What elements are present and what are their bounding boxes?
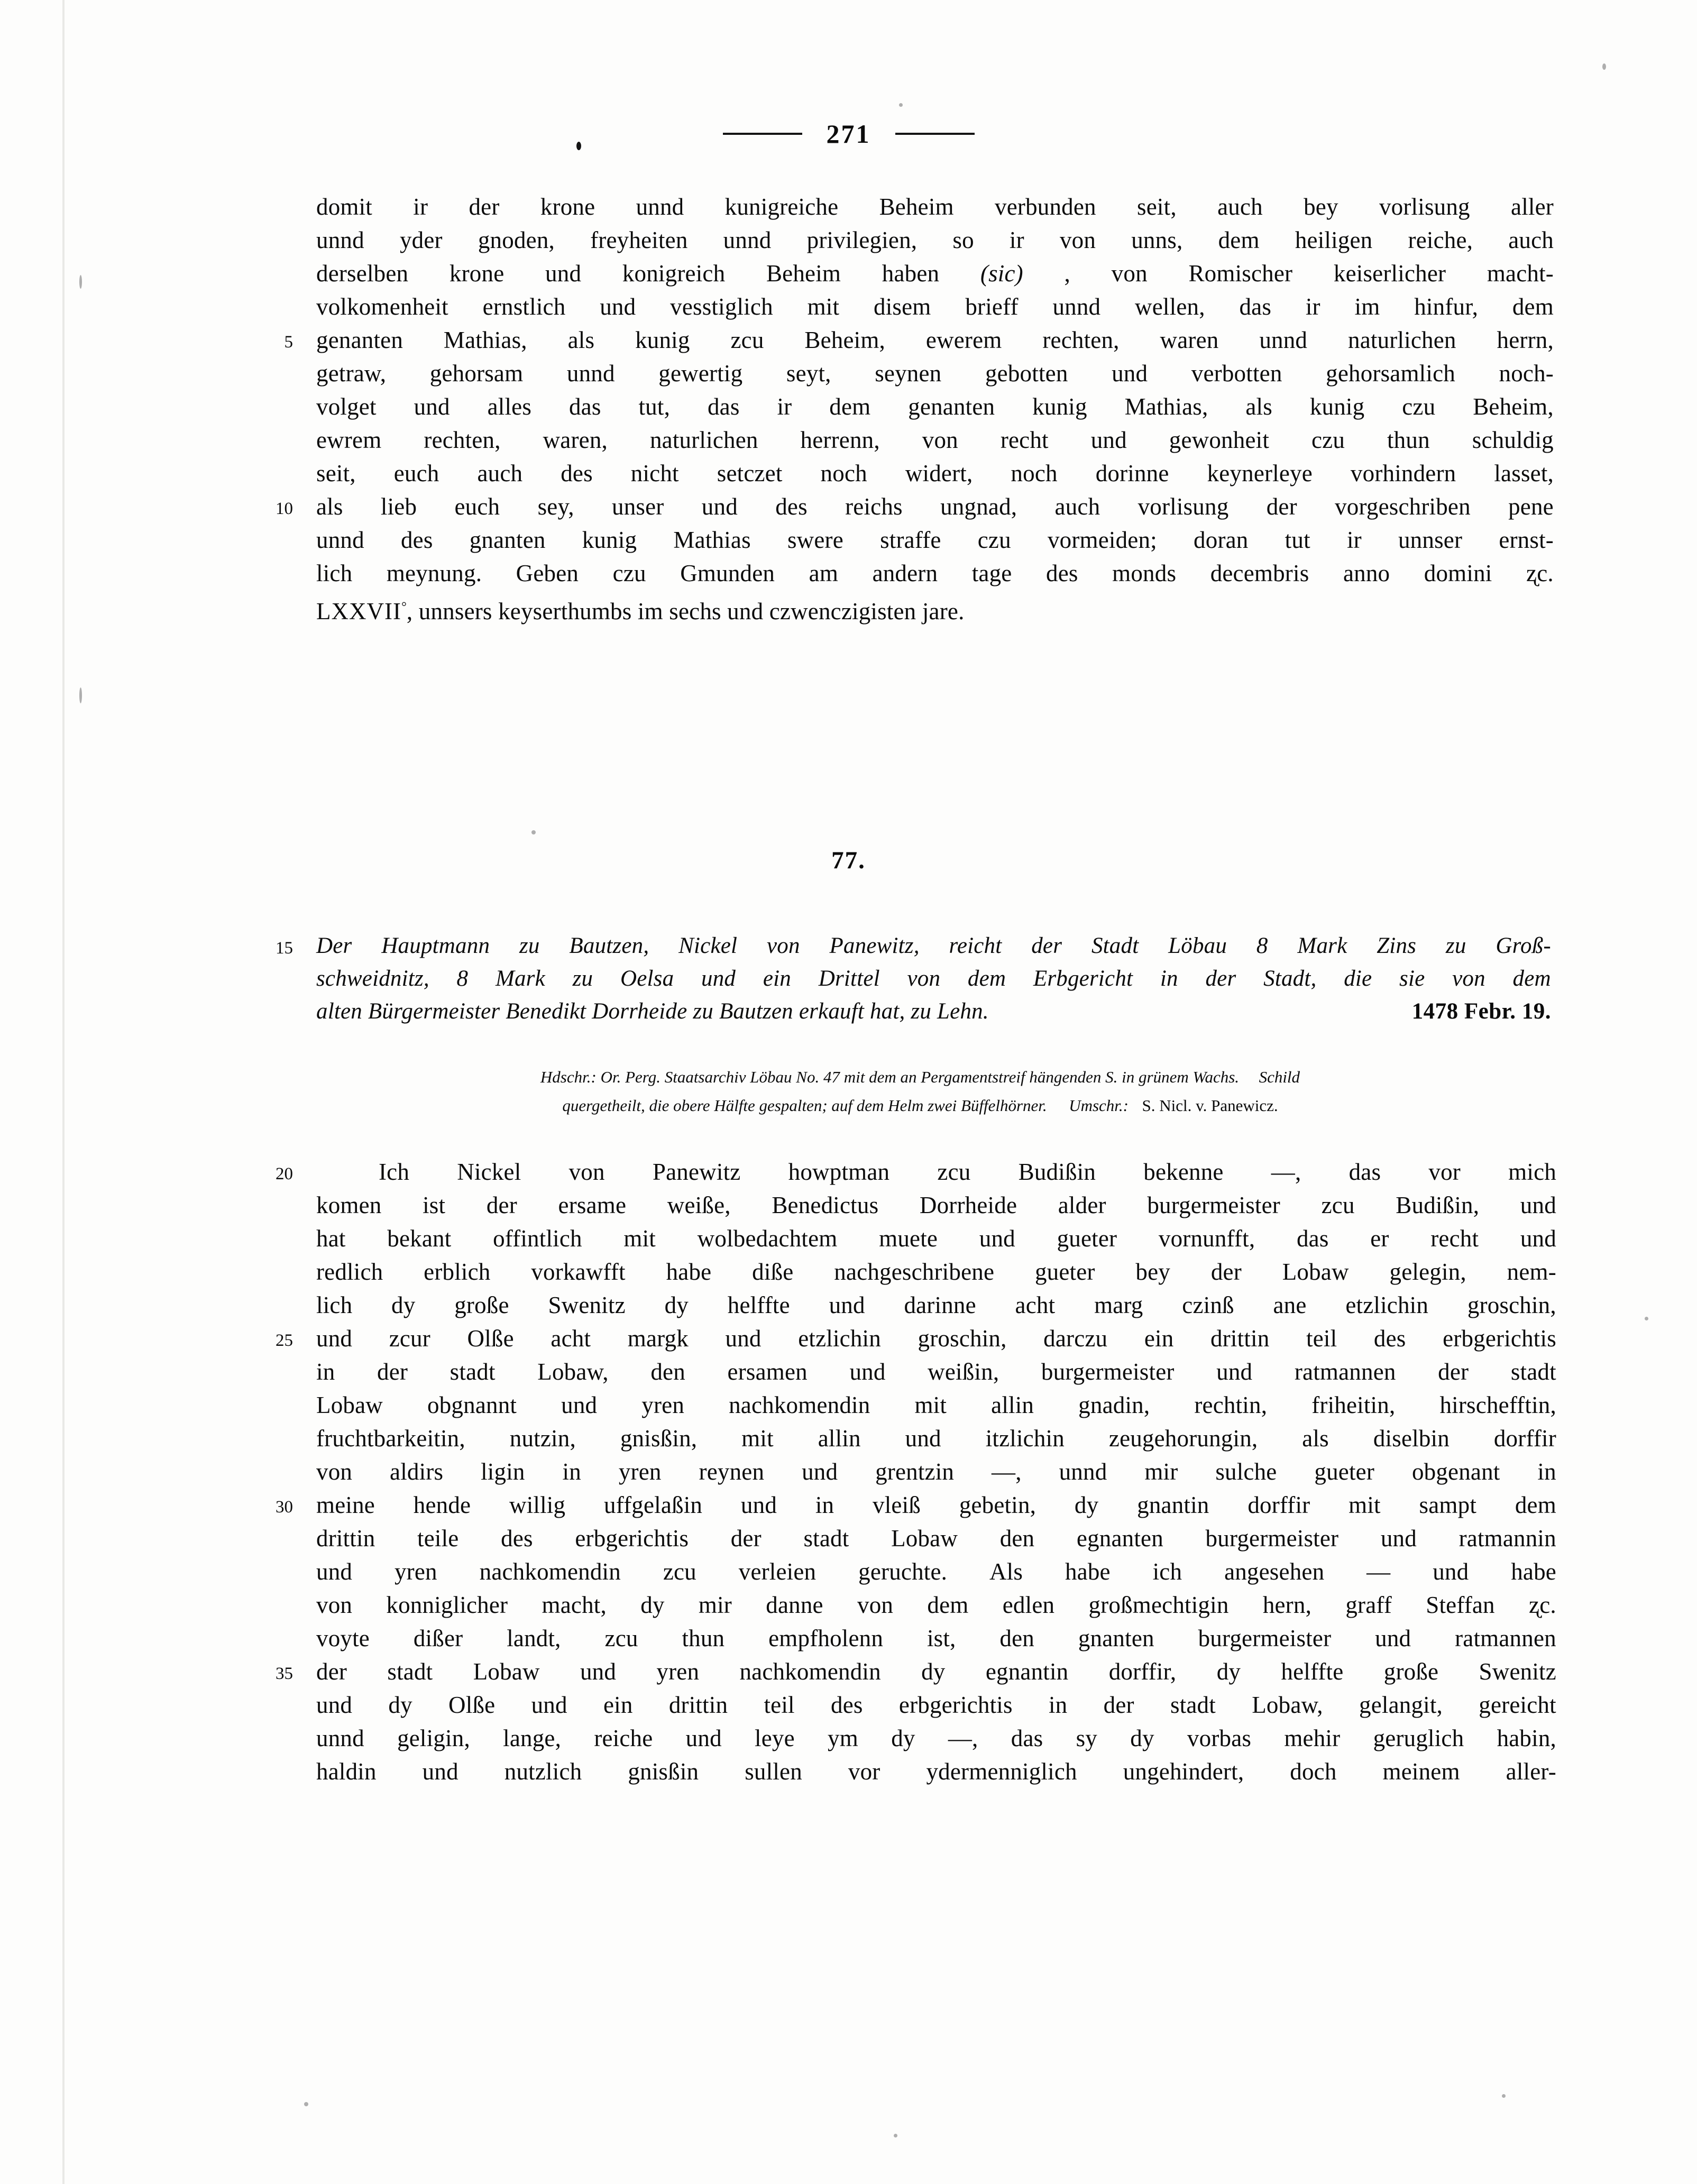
text-line	[254, 190, 1555, 224]
document-77-body	[254, 1155, 1555, 1788]
page-number: 271	[826, 119, 871, 149]
superscript-degree: °	[401, 600, 407, 614]
line-text: hat bekant offintlich mit wolbedachtem muete und gueter vornunfft, das er recht und	[316, 1225, 1556, 1252]
scan-speck	[1645, 1317, 1648, 1320]
text-line	[254, 1189, 1555, 1222]
text-line	[254, 1755, 1555, 1788]
scan-speck	[899, 103, 903, 107]
head-rule-right	[895, 133, 975, 135]
text-line	[254, 1389, 1555, 1422]
line-text: und dy Olße und ein drittin teil des erbgerichtis in der stadt Lobaw, gelangit, gereicht	[316, 1692, 1556, 1718]
text-line	[254, 590, 1555, 623]
page-right-edge-shadow	[1653, 0, 1655, 2184]
text-line	[254, 1555, 1555, 1589]
text-line	[254, 1722, 1555, 1755]
text-line	[254, 1255, 1555, 1289]
source-note-label-umschr: Umschr.:	[1069, 1096, 1129, 1115]
line-text: komen ist der ersame weiße, Benedictus Dorrheide alder burgermeister zcu Budißin, und	[316, 1192, 1556, 1218]
line-text: von aldirs ligin in yren reynen und grentzin —, unnd mir sulche gueter obgenant in	[316, 1458, 1556, 1485]
line-text: fruchtbarkeitin, nutzin, gnisßin, mit allin und itzlichin zeugehorungin, als diselbin dorffir	[316, 1425, 1556, 1452]
scan-speck	[1602, 63, 1606, 70]
text-line	[254, 1289, 1555, 1322]
source-note-text-c: quergetheilt, die obere Hälfte gespalten; auf dem Helm zwei Büffelhörner.	[562, 1096, 1047, 1115]
regest-line	[254, 930, 1555, 962]
regest-line	[254, 995, 1555, 1028]
line-number: 35	[276, 1664, 293, 1683]
source-note-line-2	[317, 1091, 1523, 1120]
text-line	[254, 524, 1555, 557]
line-text: meine hende willig uffgelaßin und in vleiß gebetin, dy gnantin dorffir mit sampt dem	[316, 1492, 1556, 1518]
text-line	[254, 457, 1555, 490]
text-line	[254, 1322, 1555, 1355]
line-number: 30	[276, 1498, 293, 1517]
line-text: domit ir der krone unnd kunigreiche Beheim verbunden seit, auch bey vorlisung aller	[316, 194, 1554, 220]
head-rule-left	[723, 133, 802, 135]
line-text: und yren nachkomendin zcu verleien geruchte. Als habe ich angesehen — und habe	[316, 1558, 1556, 1585]
line-number: 5	[284, 333, 293, 352]
line-text: Der Hauptmann zu Bautzen, Nickel von Panewitz, reicht der Stadt Löbau 8 Mark Zins zu Groß-	[316, 933, 1551, 958]
document-77-regest	[254, 930, 1555, 1028]
line-text: derselben krone und konigreich Beheim haben (sic) , von Romischer keiserlicher macht-	[316, 260, 1554, 287]
line-number: 15	[276, 939, 293, 958]
line-text: unnd des gnanten kunig Mathias swere straffe czu vormeiden; doran tut ir unnser ernst-	[316, 527, 1554, 553]
line-text: Lobaw obgnannt und yren nachkomendin mit allin gnadin, rechtin, friheitin, hirschefftin,	[316, 1392, 1556, 1418]
text-line	[254, 1655, 1555, 1689]
text-line	[254, 1522, 1555, 1555]
line-text: volget und alles das tut, das ir dem genanten kunig Mathias, als kunig czu Beheim,	[316, 393, 1554, 420]
line-text: redlich erblich vorkawfft habe diße nachgeschribene gueter bey der Lobaw gelegin, nem-	[316, 1259, 1556, 1285]
text-line	[254, 224, 1555, 257]
text-line	[254, 357, 1555, 390]
line-text: von konniglicher macht, dy mir danne von dem edlen großmechtigin hern, graff Steffan ʐc.	[316, 1592, 1556, 1618]
text-line	[254, 490, 1555, 524]
line-text: und zcur Olße acht margk und etzlichin groschin, darczu ein drittin teil des erbgerichtis	[316, 1325, 1556, 1352]
text-line	[254, 1155, 1555, 1189]
scan-speck	[79, 687, 82, 703]
line-text: lich dy große Swenitz dy helffte und darinne acht marg czinß ane etzlichin groschin,	[316, 1292, 1556, 1318]
line-text	[316, 590, 1555, 628]
line-text: genanten Mathias, als kunig zcu Beheim, ewerem rechten, waren unnd naturlichen herrn,	[316, 327, 1554, 353]
line-text: ewrem rechten, waren, naturlichen herrenn, von recht und gewonheit czu thun schuldig	[316, 427, 1554, 453]
roman-numeral-year: LXXVII	[316, 598, 401, 625]
text-line	[254, 324, 1555, 357]
charter-date: 1478 Febr. 19.	[1411, 999, 1551, 1024]
line-text: unnd geligin, lange, reiche und leye ym dy —, das sy dy vorbas mehir geruglich habin,	[316, 1725, 1556, 1751]
document-number-heading: 77.	[831, 847, 866, 874]
source-note-text-a: Hdschr.: Or. Perg. Staatsarchiv Löbau No. 47 mit dem an Pergamentstreif hängenden S. in grünem Wachs.	[540, 1068, 1240, 1086]
line-text-rest: , unnsers keyserthumbs im sechs und czwenczigisten jare.	[406, 598, 965, 625]
page-left-edge-shadow	[62, 0, 65, 2184]
line-text: haldin und nutzlich gnisßin sullen vor ydermenniglich ungehindert, doch meinem aller-	[316, 1758, 1556, 1785]
line-number: 20	[276, 1164, 293, 1183]
text-line	[254, 1689, 1555, 1722]
line-text: in der stadt Lobaw, den ersamen und weißin, burgermeister und ratmannen der stadt	[316, 1359, 1556, 1385]
scan-speck	[304, 2102, 308, 2106]
text-line	[254, 424, 1555, 457]
text-line	[254, 257, 1555, 290]
line-number: 25	[276, 1331, 293, 1350]
source-note-text-b: Schild	[1259, 1068, 1300, 1086]
text-line	[254, 557, 1555, 590]
line-text: der stadt Lobaw und yren nachkomendin dy egnantin dorffir, dy helffte große Swenitz	[316, 1658, 1556, 1685]
text-line	[254, 390, 1555, 424]
line-text: volkomenheit ernstlich und vesstiglich mit disem brieff unnd wellen, das ir im hinfur, dem	[316, 293, 1554, 320]
text-line	[254, 1355, 1555, 1389]
text-line	[254, 1422, 1555, 1455]
scan-speck	[79, 275, 82, 289]
text-line	[254, 1489, 1555, 1522]
source-note	[317, 1063, 1523, 1120]
regest-line	[254, 962, 1555, 995]
line-text: alten Bürgermeister Benedikt Dorrheide zu Bautzen erkauft hat, zu Lehn. 1478 Febr. 19.	[316, 995, 1551, 1028]
seal-legend-text: S. Nicl. v. Panewicz.	[1142, 1096, 1278, 1115]
line-text: seit, euch auch des nicht setczet noch widert, noch dorinne keynerleye vorhindern lasset,	[316, 460, 1554, 487]
scan-speck	[531, 830, 536, 834]
scan-speck	[1502, 2094, 1506, 2098]
text-line	[254, 1589, 1555, 1622]
text-line	[254, 1622, 1555, 1655]
source-note-line-1	[317, 1063, 1523, 1091]
scan-speck	[894, 2134, 897, 2137]
line-text: Ich Nickel von Panewitz howptman zcu Budißin bekenne —, das vor mich	[379, 1159, 1556, 1185]
line-text: als lieb euch sey, unser und des reichs ungnad, auch vorlisung der vorgeschriben pene	[316, 493, 1554, 520]
text-line	[254, 290, 1555, 324]
text-line	[254, 1222, 1555, 1255]
text-line	[254, 1455, 1555, 1489]
document-76-continuation	[254, 190, 1555, 623]
line-text: drittin teile des erbgerichtis der stadt Lobaw den egnanten burgermeister und ratmannin	[316, 1525, 1556, 1552]
line-text: unnd yder gnoden, freyheiten unnd privilegien, so ir von unns, dem heiligen reiche, auch	[316, 227, 1554, 253]
line-text: getraw, gehorsam unnd gewertig seyt, seynen gebotten und verbotten gehorsamlich noch-	[316, 360, 1554, 387]
line-text: voyte dißer landt, zcu thun empfholenn ist, den gnanten burgermeister und ratmannen	[316, 1625, 1556, 1651]
line-number: 10	[276, 499, 293, 518]
line-text: lich meynung. Geben czu Gmunden am andern tage des monds decembris anno domini ʐc.	[316, 560, 1554, 586]
running-head	[0, 121, 1697, 147]
line-text: schweidnitz, 8 Mark zu Oelsa und ein Drittel von dem Erbgericht in der Stadt, die sie von dem	[316, 966, 1551, 991]
